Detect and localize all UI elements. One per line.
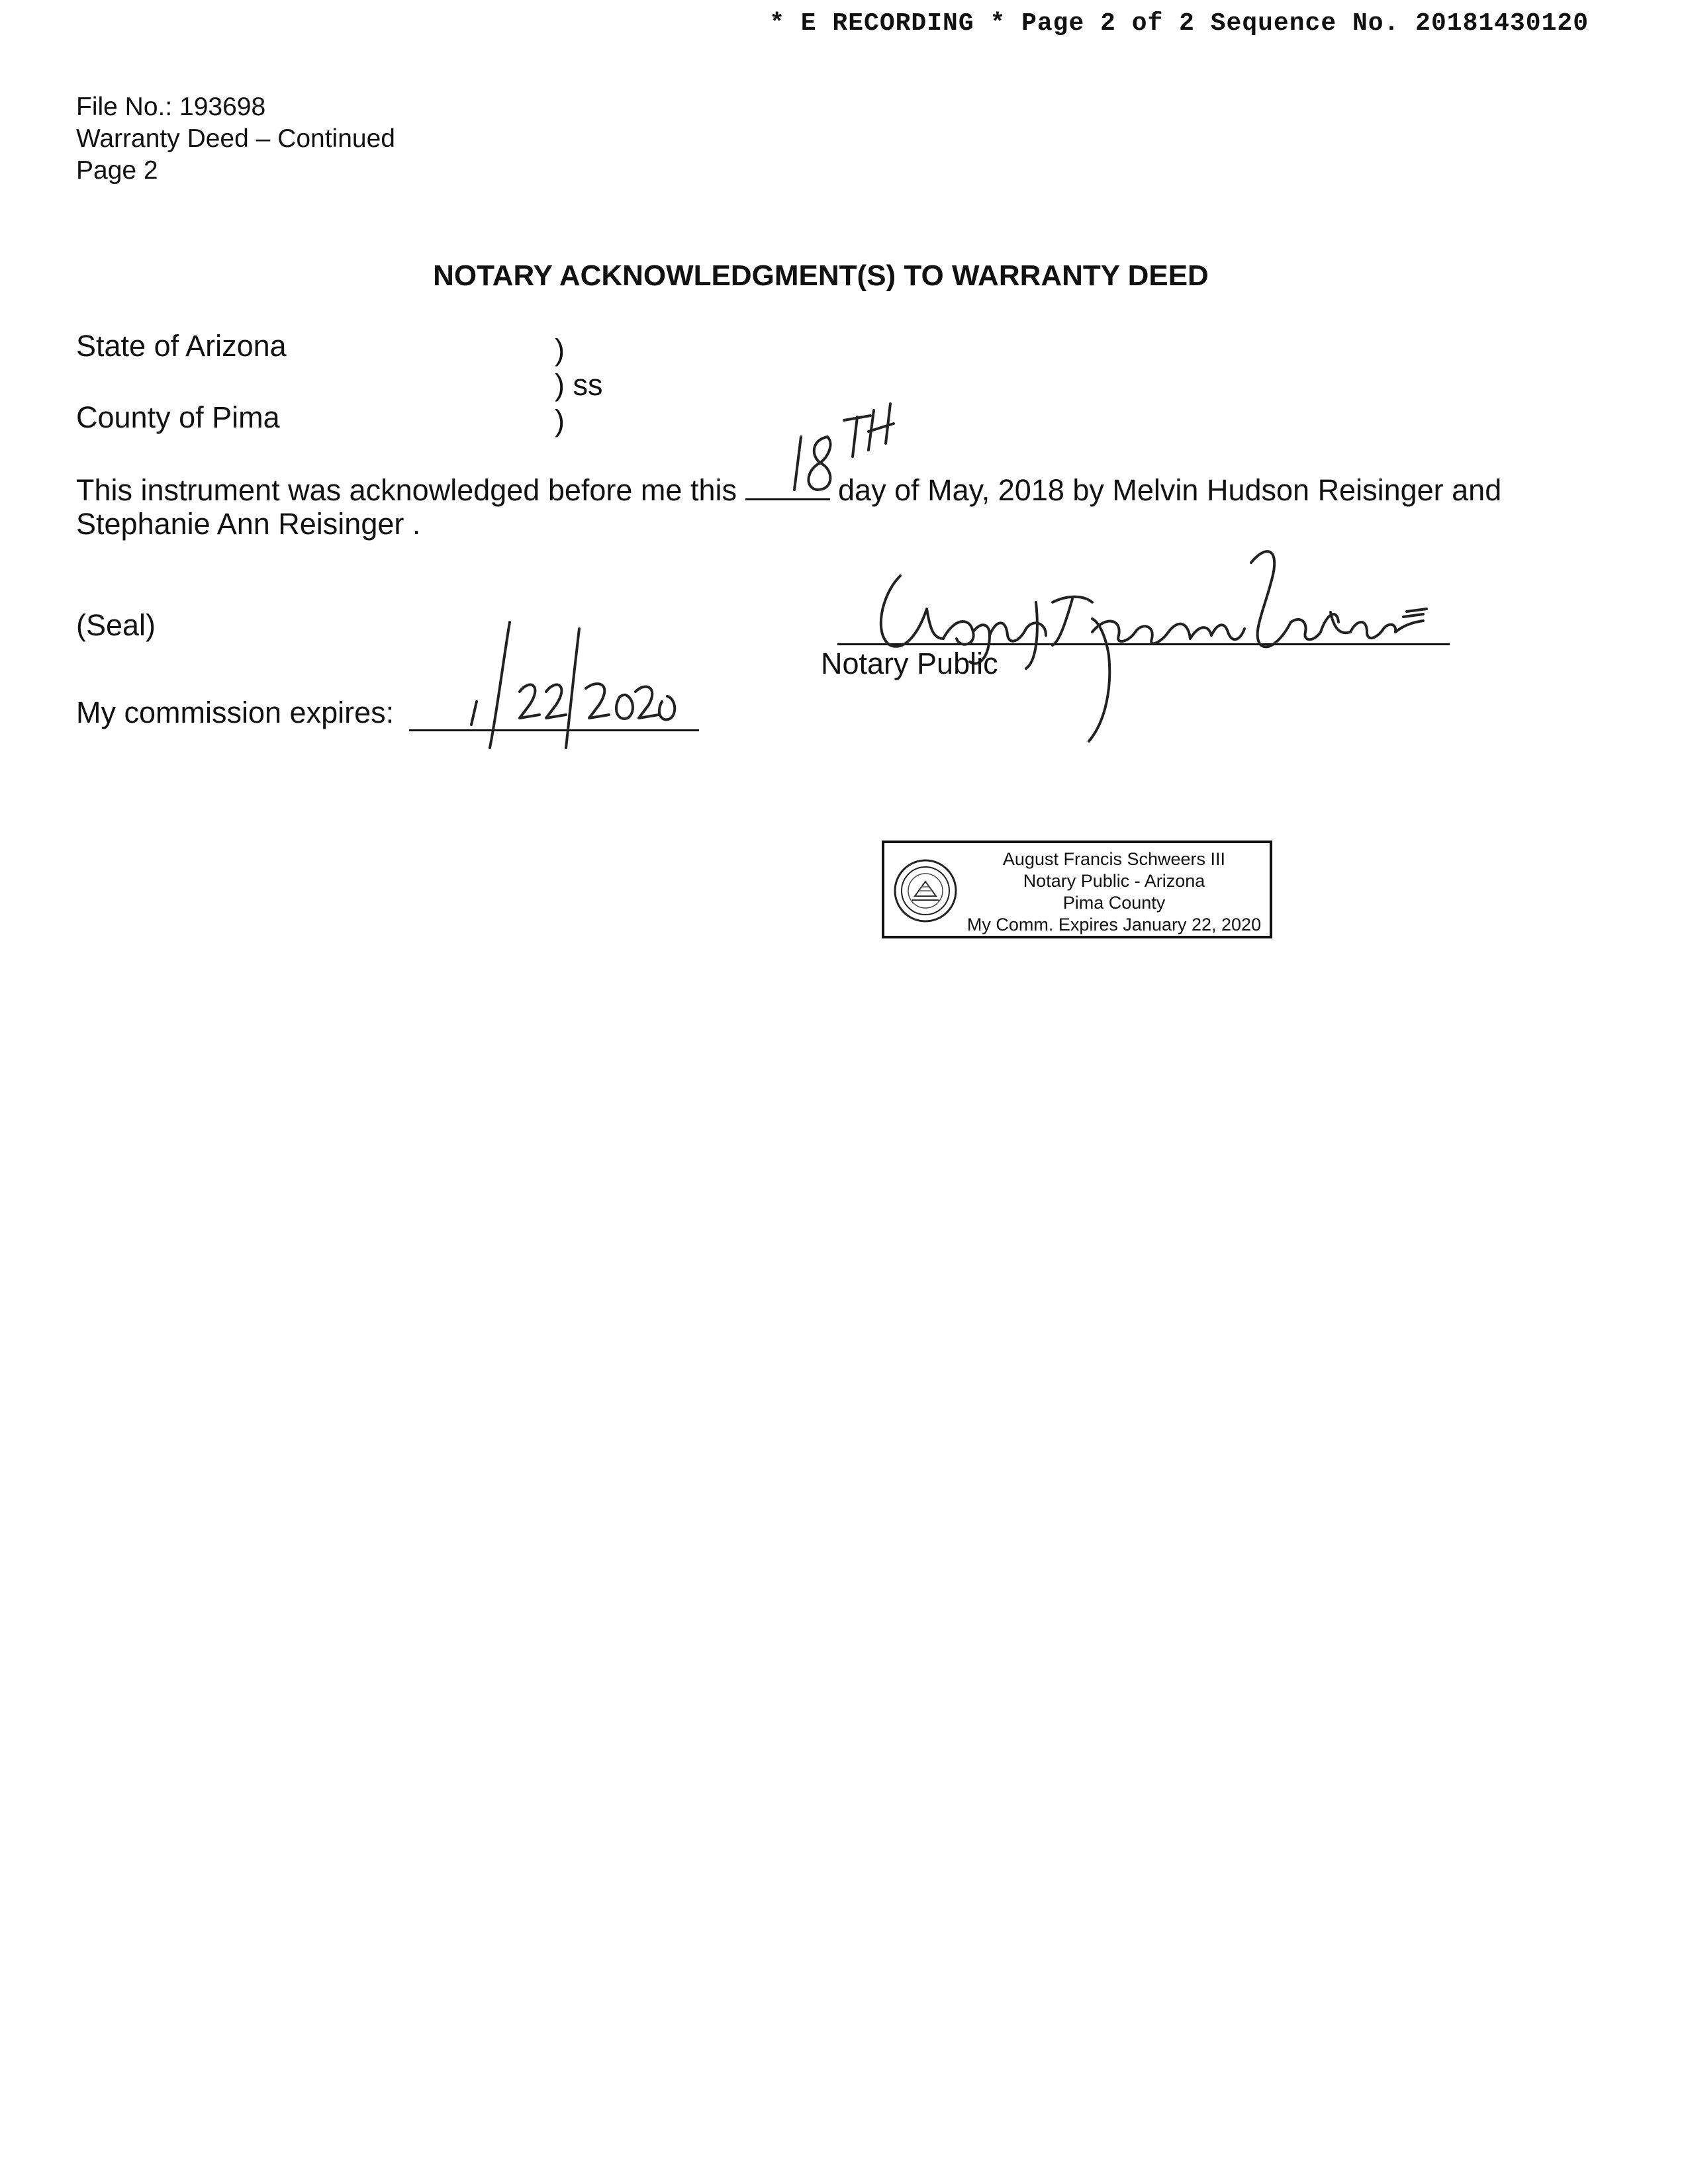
handwritten-day bbox=[781, 390, 914, 503]
stamp-expiration: My Comm. Expires January 22, 2020 bbox=[966, 915, 1262, 934]
seal-label: (Seal) bbox=[76, 608, 156, 642]
acknowledgment-text-part2: day of May, 2018 by Melvin Hudson Reisinger and bbox=[838, 473, 1502, 507]
venue-paren-1: ) bbox=[555, 333, 565, 367]
stamp-name: August Francis Schweers III bbox=[1002, 849, 1226, 869]
acknowledgment-line-2: Stephanie Ann Reisinger . bbox=[76, 507, 421, 541]
notary-signature bbox=[827, 503, 1456, 741]
commission-label: My commission expires: bbox=[76, 696, 395, 729]
notary-public-label: Notary Public bbox=[821, 647, 998, 680]
section-title: NOTARY ACKNOWLEDGMENT(S) TO WARRANTY DEED bbox=[433, 259, 1209, 292]
notary-stamp bbox=[882, 841, 1272, 938]
acknowledgment-text-part1: This instrument was acknowledged before me this bbox=[76, 473, 737, 507]
recording-header: * E RECORDING * Page 2 of 2 Sequence No. 20181430120 bbox=[769, 9, 1589, 38]
county-label: County of Pima bbox=[76, 400, 280, 434]
state-seal-icon bbox=[892, 858, 959, 924]
venue-paren-ss: ) ss bbox=[555, 368, 603, 402]
document-title: Warranty Deed – Continued bbox=[76, 124, 395, 153]
page-label: Page 2 bbox=[76, 156, 158, 185]
venue-paren-3: ) bbox=[555, 404, 565, 437]
stamp-title: Notary Public - Arizona bbox=[1023, 871, 1205, 891]
state-label: State of Arizona bbox=[76, 329, 287, 363]
handwritten-expiration-date bbox=[457, 609, 682, 754]
stamp-county: Pima County bbox=[1062, 893, 1166, 913]
file-number: File No.: 193698 bbox=[76, 93, 266, 121]
